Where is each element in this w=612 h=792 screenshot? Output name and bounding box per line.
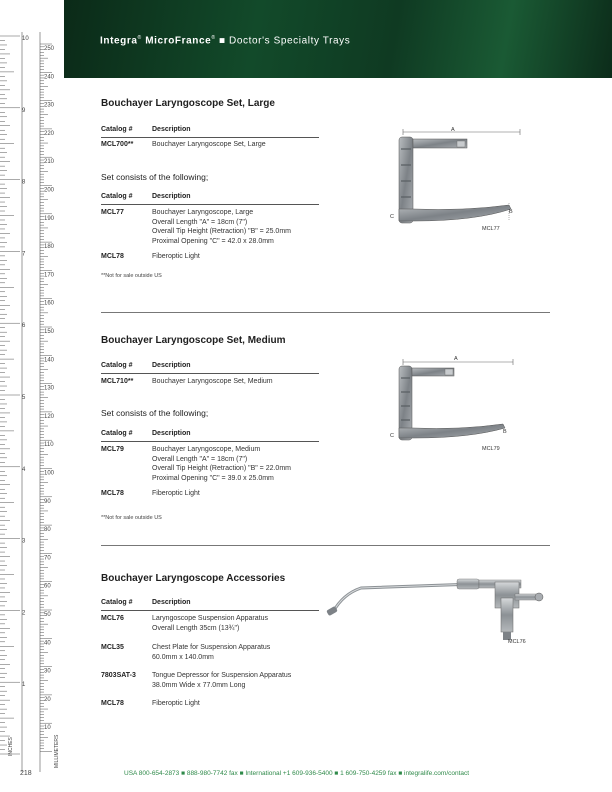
- section-divider: [101, 312, 550, 313]
- ruler-inch-label: 8: [22, 179, 26, 186]
- page-number: 218: [20, 770, 32, 777]
- section-title-accessories: Bouchayer Laryngoscope Accessories: [101, 573, 286, 584]
- section-title-medium: Bouchayer Laryngoscope Set, Medium: [101, 335, 286, 346]
- ruler-mm-label: 170: [44, 272, 55, 279]
- ruler-mm-label: 60: [44, 583, 51, 590]
- ruler-mm-label: 160: [44, 300, 55, 307]
- header-title: Integra® MicroFrance® ■ Doctor's Specialty Trays: [100, 35, 351, 47]
- suspension-apparatus-figure: [325, 572, 555, 647]
- set-subtitle: Set consists of the following;: [101, 172, 209, 182]
- ruler-mm-label: 120: [44, 413, 55, 420]
- ruler-inch-label: 9: [22, 107, 26, 114]
- ruler-mm-label: 180: [44, 244, 55, 251]
- measurement-ruler: [0, 32, 62, 772]
- dimension-label-b: B: [503, 429, 507, 435]
- ruler-inch-label: 7: [22, 251, 26, 258]
- dimension-label-c: C: [390, 214, 394, 220]
- ruler-mm-label: 80: [44, 527, 51, 534]
- ruler-mm-label: 200: [44, 187, 55, 194]
- dimension-label-c: C: [390, 433, 394, 439]
- table-header: Catalog # Description: [101, 430, 319, 442]
- ruler-mm-label: 110: [44, 442, 54, 449]
- ruler-mm-label: 150: [44, 329, 55, 335]
- ruler-inch-label: 5: [22, 395, 26, 401]
- laryngoscope-large-figure: [385, 125, 525, 240]
- laryngoscope-medium-figure: [385, 352, 525, 462]
- ruler-inch-label: 3: [22, 538, 26, 545]
- ruler-mm-label: 20: [44, 696, 51, 703]
- ruler-mm-label: 30: [44, 668, 51, 675]
- footnote: **Not for sale outside US: [101, 515, 162, 521]
- footer-contact: USA 800-654-2873 ■ 888-980-7742 fax ■ International +1 609-936-5400 ■ 1 609-750-4259 fax ■ integralife.com/contact: [124, 770, 470, 777]
- ruler-inch-label: 6: [22, 323, 26, 330]
- ruler-mm-label: 70: [44, 555, 51, 562]
- figure-caption: MCL77: [482, 226, 500, 232]
- ruler-mm-label: 140: [44, 357, 55, 364]
- ruler-inch-label: 10: [22, 36, 29, 42]
- dimension-label-b: B: [509, 209, 513, 215]
- dimension-label-a: A: [451, 127, 455, 133]
- ruler-inch-label: 1: [22, 682, 26, 689]
- ruler-mm-label: 100: [44, 470, 55, 477]
- ruler-inches-caption: INCHES: [8, 737, 14, 756]
- section-divider: [101, 545, 550, 546]
- table-header: Catalog # Description: [101, 599, 319, 611]
- ruler-mm-label: 130: [44, 385, 55, 392]
- ruler-inch-label: 2: [22, 610, 26, 617]
- ruler-mm-label: 40: [44, 640, 51, 647]
- ruler-mm-label: 210: [44, 159, 55, 166]
- section-title-large: Bouchayer Laryngoscope Set, Large: [101, 98, 275, 109]
- ruler-mm-label: 90: [44, 498, 51, 505]
- set-subtitle: Set consists of the following;: [101, 408, 209, 418]
- ruler-mm-label: 230: [44, 102, 55, 109]
- ruler-mm-label: 240: [44, 74, 55, 81]
- ruler-mm-label: 10: [44, 725, 51, 732]
- figure-caption: MCL79: [482, 446, 500, 452]
- ruler-mm-label: 250: [44, 46, 55, 52]
- ruler-mm-caption: MILLIMETERS: [54, 734, 60, 768]
- table-header: Catalog # Description: [101, 126, 319, 138]
- table-header: Catalog # Description: [101, 362, 319, 374]
- figure-caption: MCL76: [508, 639, 526, 645]
- ruler-mm-label: 190: [44, 215, 55, 222]
- table-header: Catalog # Description: [101, 193, 319, 205]
- footnote: **Not for sale outside US: [101, 273, 162, 279]
- dimension-label-a: A: [454, 356, 458, 362]
- ruler-mm-label: 50: [44, 612, 51, 618]
- ruler-mm-label: 220: [44, 130, 55, 137]
- ruler-inch-label: 4: [22, 466, 26, 473]
